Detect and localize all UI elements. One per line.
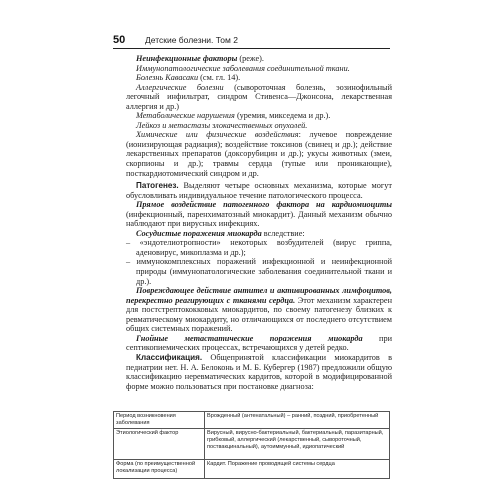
damage-title: Повреждающее действие антител и активированных лимфоцитов, перекрестно реагирующих с тканями сердца. [126,286,392,305]
page-header [0,0,500,52]
vascular-title: Сосудистые поражения миокарда [136,228,262,238]
classification-text: Общепринятой классификации миокардитов в педиатрии нет. Н. А. Белоконь и М. Б. Кубергер (1987) предложили общую классификацию неревматических кардитов, которой в модифицированной форме можно пользоваться при постановке диагноза: [126,352,392,391]
list-item: – «эндотелиотропности» некоторых возбудителей (вирус гриппа, аденовирус, микоплазма и др.); [126,238,392,257]
purulent-paragraph [126,334,392,353]
table-row [114,429,390,460]
table-cell-value: Кардит. Поражение проводящей системы сердца [205,460,390,479]
list-item: – иммунокомплексных поражений инфекционной и неинфекционной природы (иммунопатологические заболевания соединительной ткани и др.). [126,257,392,286]
noninfect-title: Неинфекционные факторы [136,54,238,63]
noninfect-paragraph [126,54,392,64]
chem-paragraph [126,130,392,178]
direct-paragraph [126,200,392,229]
immunopath-paragraph: Иммунопатологические заболевания соединительной ткани. [136,63,350,73]
header-rule [113,48,390,49]
classification-title: Классификация. [136,352,203,362]
purulent-tail: при септикопиемических процессах, встречающихся у детей редко. [126,333,392,353]
chem-tail: : лучевое повреждение (ионизирующая радиация); воздействие токсинов (свинец и др.); действие лекарственных препаратов (доксорубицин и др.); укусы животных (змеи, скорпионы и др.); травмы сердца (тупые или проникающие), посткардиотомический синдром и др. [126,130,392,178]
table-cell-key: Этиологический фактор [114,429,205,460]
page-number: 50 [113,34,126,46]
leukemia-paragraph: Лейкоз и метастазы злокачественных опухолей. [136,120,308,130]
kawasaki-tail: (см. гл. 14). [198,73,241,83]
classification-table [113,411,390,479]
page-body [126,54,392,391]
vascular-paragraph [126,229,392,239]
table-cell-value: Вирусный, вирусно-бактериальный, бактериальный, паразитарный, грибковый, аллергический (лекарственный, сывороточный, поствакцинальный), аутоиммунный, идиопатический [205,429,390,460]
kawasaki-paragraph [126,73,392,83]
table-cell-value: Врожденный (антенатальный) – ранний, поздний, приобретенный [205,412,390,429]
pathogenesis-title: Патогенез. [136,181,179,191]
table-cell-key: Форма (по преимущественной локализации процесса) [114,460,205,479]
purulent-title: Гнойные метастатические поражения миокарда [136,333,363,343]
allergic-title: Аллергические болезни [136,82,224,92]
allergic-paragraph [126,83,392,112]
chem-title: Химические или физические воздействия [136,130,299,140]
allergic-tail: (сывороточная болезнь, эозинофильный легочный инфильтрат, синдром Стивенса—Джонсона, лекарственная аллергия и др.) [126,82,392,111]
table-row [114,460,390,479]
pathogenesis-paragraph [126,181,392,200]
direct-title: Прямое воздействие патогенного фактора на кардиомиоциты [136,200,392,210]
metabolic-title: Метаболические нарушения [136,111,235,121]
noninfect-tail: (реже). [237,54,264,63]
vascular-tail: вследствие: [261,228,305,238]
metabolic-paragraph [126,111,392,121]
table-row [114,412,390,429]
running-head: Детские болезни. Том 2 [145,35,238,45]
pathogenesis-text: Выделяют четыре основных механизма, которые могут обусловливать индивидуальное течение патологического процесса. [126,181,392,200]
classification-paragraph [126,353,392,391]
damage-paragraph [126,286,392,334]
kawasaki-title: Болезнь Кавасаки [136,73,199,83]
direct-tail: (инфекционный, паренхиматозный миокардит). Данный механизм обычно наблюдают при вирусных инфекциях. [126,209,392,229]
table-cell-key: Период возникновения заболевания [114,412,205,429]
metabolic-tail: (уремия, микседема и др.). [234,111,331,121]
damage-tail: Этот механизм характерен для постстрептококковых миокардитов, по своему патогенезу близких к ревматическому миокардиту, но отличающихся от последнего отсутствием общих системных поражений. [126,295,392,334]
